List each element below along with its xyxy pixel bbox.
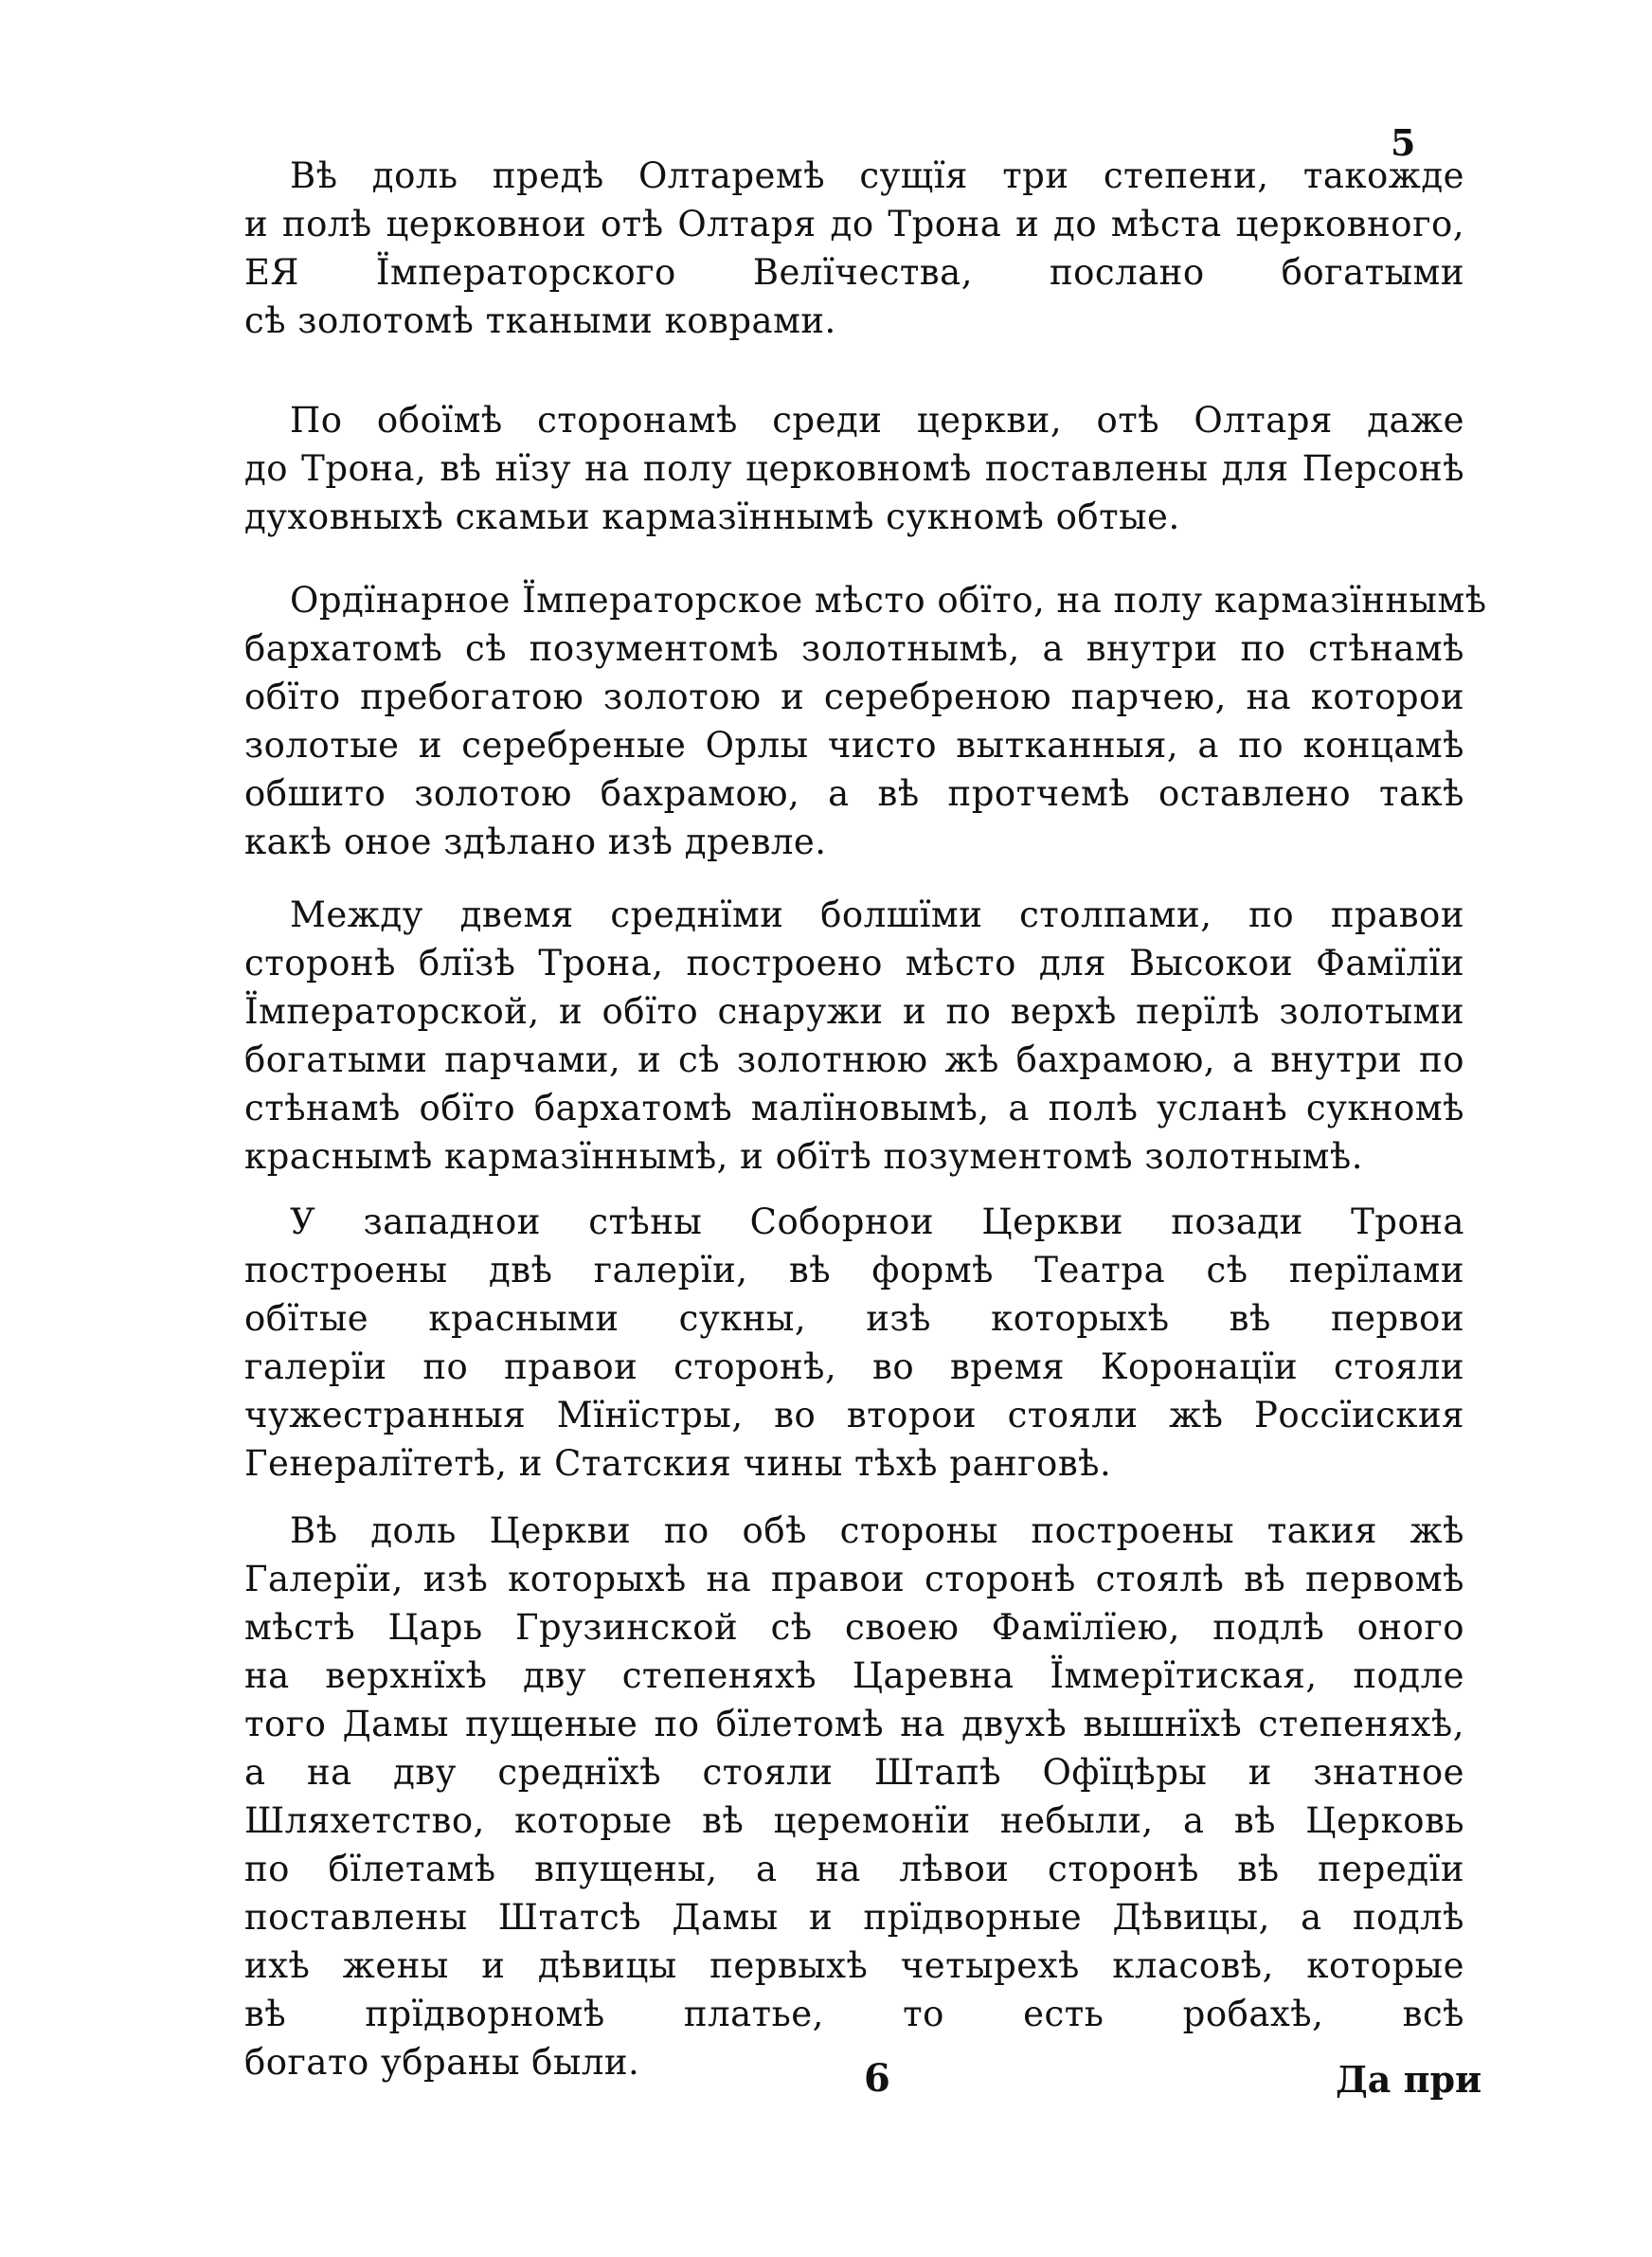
text-line: ихѣ жены и дѣвицы первыхѣ четырехѣ класовѣ, которые <box>244 1945 1464 1986</box>
text-line: бархатомѣ сѣ позументомѣ золотнымѣ, а внутри по стѣнамѣ <box>244 628 1464 669</box>
text-line: поставлены Штатсѣ Дамы и прїдворные Дѣвицы, а подлѣ <box>244 1897 1464 1938</box>
text-line: Ордїнарное Їмператорское мѣсто обїто, на полу кармазїннымѣ <box>290 580 1487 621</box>
text-line: обїто пребогатою золотою и серебреною парчею, на которои <box>244 677 1464 717</box>
text-line: сторонѣ блїзѣ Трона, построено мѣсто для Высокои Фамїлїи <box>244 943 1464 984</box>
text-line: обшито золотою бахрамою, а вѣ протчемѣ оставлено такѣ <box>244 773 1464 814</box>
text-line: галерїи по правои сторонѣ, во время Коронацїи стояли <box>244 1346 1464 1387</box>
text-line: богато убраны были. <box>244 2042 640 2083</box>
text-line: духовныхѣ скамьи кармазїннымѣ сукномѣ обтые. <box>244 497 1180 537</box>
signature-mark: 6 <box>864 2056 890 2101</box>
text-line: какѣ оное здѣлано изѣ древле. <box>244 822 827 862</box>
text-line: стѣнамѣ обїто бархатомѣ малїновымѣ, а полѣ усланѣ сукномѣ <box>244 1088 1464 1128</box>
text-line: до Трона, вѣ нїзу на полу церковномѣ поставлены для Персонѣ <box>244 448 1464 489</box>
text-line: У западнои стѣны Соборнои Церкви позади Трона <box>290 1201 1464 1242</box>
text-line: и полѣ церковнои отѣ Олтаря до Трона и до мѣста церковного, <box>244 204 1464 244</box>
text-line: золотые и серебреные Орлы чисто вытканныя, а по концамѣ <box>244 725 1464 766</box>
paragraph-2 <box>244 396 1464 541</box>
text-line: богатыми парчами, и сѣ золотнюю жѣ бахрамою, а внутри по <box>244 1039 1464 1080</box>
text-line: Шляхетство, которые вѣ церемонїи небыли, а вѣ Церковь <box>244 1800 1464 1841</box>
text-line: По обоїмѣ сторонамѣ среди церкви, отѣ Олтаря даже <box>290 400 1464 441</box>
text-line: Между двемя среднїми болшїми столпами, по правои <box>290 894 1464 935</box>
text-line: Вѣ доль предѣ Олтаремѣ сущїя три степени, такожде <box>290 155 1464 196</box>
text-line: а на дву среднїхѣ стояли Штапѣ Офїцѣры и знатное <box>244 1752 1464 1793</box>
text-line: вѣ прїдворномѣ платье, то есть робахѣ, всѣ <box>244 1994 1464 2034</box>
text-line: Генералїтетѣ, и Статския чины тѣхѣ ранговѣ. <box>244 1443 1112 1484</box>
text-line: мѣстѣ Царь Грузинской сѣ своею Фамїлїею, подлѣ оного <box>244 1607 1464 1648</box>
text-line: краснымѣ кармазїннымѣ, и обїтѣ позументомѣ золотнымѣ. <box>244 1136 1363 1177</box>
text-line: на верхнїхѣ дву степеняхѣ Царевна Їммерїтиская, подле <box>244 1655 1464 1696</box>
catchword: Да при <box>1336 2058 1482 2101</box>
page-number: 5 <box>1391 121 1416 164</box>
paragraph-6 <box>244 1507 1464 2086</box>
paragraph-1 <box>244 152 1464 345</box>
text-line: того Дамы пущеные по бїлетомѣ на двухѣ вышнїхѣ степеняхѣ, <box>244 1704 1464 1744</box>
paragraph-3 <box>244 576 1487 866</box>
text-line: Галерїи, изѣ которыхѣ на правои сторонѣ стоялѣ вѣ первомѣ <box>244 1559 1464 1599</box>
paragraph-5 <box>244 1198 1464 1488</box>
text-line: построены двѣ галерїи, вѣ формѣ Театра сѣ перїлами <box>244 1250 1464 1291</box>
text-line: чужестранныя Мїнїстры, во второи стояли жѣ Россїиския <box>244 1395 1464 1435</box>
text-line: по бїлетамѣ впущены, а на лѣвои сторонѣ вѣ передїи <box>244 1849 1464 1889</box>
text-line: сѣ золотомѣ ткаными коврами. <box>244 300 836 341</box>
text-line: Вѣ доль Церкви по обѣ стороны построены такия жѣ <box>290 1510 1464 1551</box>
text-line: Їмператорской, и обїто снаружи и по верхѣ перїлѣ золотыми <box>244 991 1464 1032</box>
text-line: ЕЯ Їмператорского Велїчества, послано богатыми <box>244 252 1464 293</box>
paragraph-4 <box>244 891 1464 1181</box>
text-line: обїтые красными сукны, изѣ которыхѣ вѣ первои <box>244 1298 1464 1339</box>
